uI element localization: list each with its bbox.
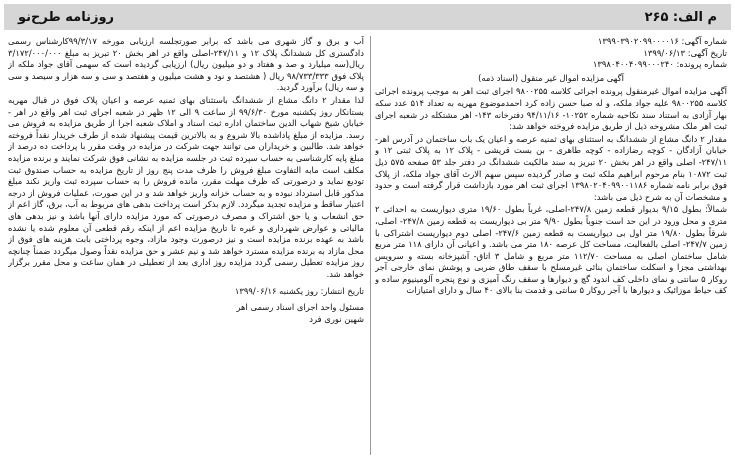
paragraph-valuation: آب و برق و گاز شهری می باشد که برابر صورتجلسه ارزیابی مورخه ۹۹/۳/۱۷کارشناس رسمی دادگستری کل ششدانگ پلاک ۱۲ و ۲۴۷/۱۱-اصلی واقع در اهر بخش ۲۰ تبریز به مبلغ ۳/۱۷۲/۰۰۰/۰۰۰ ریال(سه میلیارد و صد و هفتاد و دو میلیون ریال) ارزیابی گردیده است که سهمی آقای جواد ملکه از پلاک فوق ۹۸/۷۳۳/۳۳۳ ریال ( هشتصد و نود و هشت میلیون و هفتصد و سی و سه هزار و سیصد و سی و سه ریال) برآورد گردید. — [8, 36, 364, 93]
newspaper-name: روزنامه طرح‌نو — [18, 9, 115, 25]
paragraph-auction-terms: لذا مقدار ۲ دانگ مشاع از ششدانگ باستثنای بهای ثمنیه عرصه و اعیان پلاک فوق در قبال مهریه بستانکار روز یکشنبه مورخ ۹۹/۶/۳۰ از ساعت ۹ الی ۱۲ ظهر در شعبه اجرای ثبت اهر واقع در اهر - خیابان شیخ شهاب الدین ساختمان اداره ثبت اسناد و املاک شعبه اجرا از طریق مزایده به فروش می رسد. مزایده از مبلغ پاداشده بالا شروع و به بالاترین قیمت پیشنهاد شده از طرف خریدار نقداً فروخته خواهد شد. طالبین و خریداران می توانند جهت شرکت در مزایده در وقت مقرر با پرداخت ده درصد از مبلغ پایه کارشناسی به حساب سپرده ثبت در جلسه مزایده به نشانی فوق شرکت نمایند و برنده مزایده مکلف است مابه التفاوت مبلغ فروش را ظرف مدت پنج روز از تاریخ مزایده به حساب صندوق ثبت تودیع نماید و درصورتی که ظرف مهلت مقرر، مانده فروش را به حساب سپرده ثبت واریز نکند مبلغ مذکور قابل استرداد نبوده و به حساب خزانه واریز خواهد شد و در این صورت، عملیات فروش از درجه اعتبار ساقط و مزایده تجدید میگردد. لازم بذکر است پرداخت بدهی های مربوط به آب، برق، گاز اعم از حق انشعاب و یا حق اشتراک و مصرف درصورتی که مورد مزایده دارای آنها باشد و نیز بدهی های مالیاتی و عوارض شهرداری و غیره تا تاریخ مزایده اعم از اینکه رقم قطعی آن معلوم شده یا نشده باشد به عهده برنده مزایده است و نیز درصورت وجود مازاد، وجوه پرداختی بابت هزینه های فوق از محل مازاد به برنده مزایده مسترد خواهد شد و نیم عشر و حق مزایده نقداً وصول میگردد ضمناً چنانچه روز مزایده تعطیل رسمی گردد مزایده روز اداری بعد از تعطیلی در همان ساعت و محل مقرر برگزار خواهد شد. — [8, 94, 364, 279]
case-number: شماره پرونده: ۱۳۹۸۰۴۰۰۴۰۹۹۰۰۰۲۴۰ — [592, 59, 727, 70]
page-header — [4, 4, 731, 30]
paragraph-property: مقدار ۲ دانگ مشاع از ششدانگ به استثنای بهای ثمنیه عرصه و اعیان یک باب ساختمان در آدرس اهر- خیابان آزادگان - کوچه رضازاده - کوچه طاهری - بن بست قریشی - پلاک ۱۲ به پلاک ثبتی ۱۲ و ۲۴۷/۱۱- اصلی واقع در اهر بخش ۲۰ تبریز به سند مالکیت ششدانگ در دفتر جلد ۵۳ صفحه ۵۷۵ ذیل ثبت ۱۰۸۷۲ بنام مرحوم ابراهیم ملکه ثبت و صادر گردیده سپس سهم الارث آقای جواد ملکه، از پلاک فوق برابر نامه شماره ۱۳۹۸۰۲۰۴۰۹۹۰۰۱۱۸۶ اجرای ثبت اهر مورد بازداشت قرار گرفته است و حدود و مشخصات آن به شرح ذیل می باشد: — [375, 133, 727, 202]
left-column — [8, 36, 364, 457]
notice-title: آگهی مزایده اموال غیر منقول (اسناد ذمه) — [478, 72, 624, 83]
publish-date: تاریخ انتشار: روز یکشنبه ۱۳۹۹/۰۶/۱۶ — [234, 286, 364, 297]
notice-number: شماره آگهی: ۱۳۹۹۰۳۹۰۲۰۹۹۰۰۰۰۱۶ — [597, 36, 727, 46]
right-column — [375, 36, 727, 457]
paragraph-intro: آگهی مزایده اموال غیرمنقول پرونده اجرائی کلاسه ۹۸۰۰۲۵۵ اجرای ثبت اهر به موجب پرونده اجرائی کلاسه ۹۸۰۰۲۵۵ علیه جواد ملکه، و له صبا حسن زاده کرد احمدموضوع مهریه به تعداد ۵۱۴ عدد سکه بهار آزادی به استناد سند نکاحیه شماره ۱۰۲۵۲- ۹۴/۱۱/۱۶ دفترخانه ۱۴۳- اهر مشتکله در شعبه اجرای ثبت اهر ملک مشروحه ذیل از طریق مزایده فروخته خواهد شد: — [375, 86, 727, 132]
signer-title: مسئول واحد اجرای اسناد رسمی اهر — [236, 302, 364, 313]
notice-date: تاریخ آگهی: ۱۳۹۹/۰۶/۱۳ — [643, 47, 727, 58]
signer-name: شهین نوری فرد — [309, 313, 364, 324]
paragraph-boundaries: شمالاً: بطول ۹/۱۵ بدیوار قطعه زمین ۲۴۷/۸-اصلی، غرباً بطول ۱۹/۶۰ متری دیواریست به احداثی ۲ متری و محل ورود در این حد است جنوباً بطول ۹/۹۰ متر بی دیواریست به قطعه زمین ۲۴۷/۸- اصلی، شرقاً بطول ۱۹/۸۰ متر اول بی دیواریست به قطعه زمین ۲۴۷/۶- اصلی دوم دیواریست اشتراکی با زمین ۲۴۷/۷- اصلی بالفعالیت، مساحت کل عرصه ۱۸۰ متر می باشد. و اعیانی آن دارای ۱۱۸ متر مربع شامل ساختمان اصلی به مساحت ۱۱۲/۷۰ متر مربع و شامل ۳ اتاق- آشپزخانه بسته و سرویس بهداشتی مجزا و اسکلت ساختمان بنائی غیرمسلح با سقف طاق ضربی و پوشش نمای خارجی آجر روکار ۵ سانتی و نمای داخلی کف اندود گچ و دیوارها و سقف رنگ آمیزی و نوع پنجره آلومینیوم ساده و کف حیاط موزائیک و دیوارها با آجر روکار ۵ سانتی و قدمت بنا بالای ۴۰ سال و دارای امتیازات — [375, 204, 727, 296]
column-divider — [370, 36, 371, 455]
ad-id: م الف: ۲۶۵ — [644, 9, 717, 25]
